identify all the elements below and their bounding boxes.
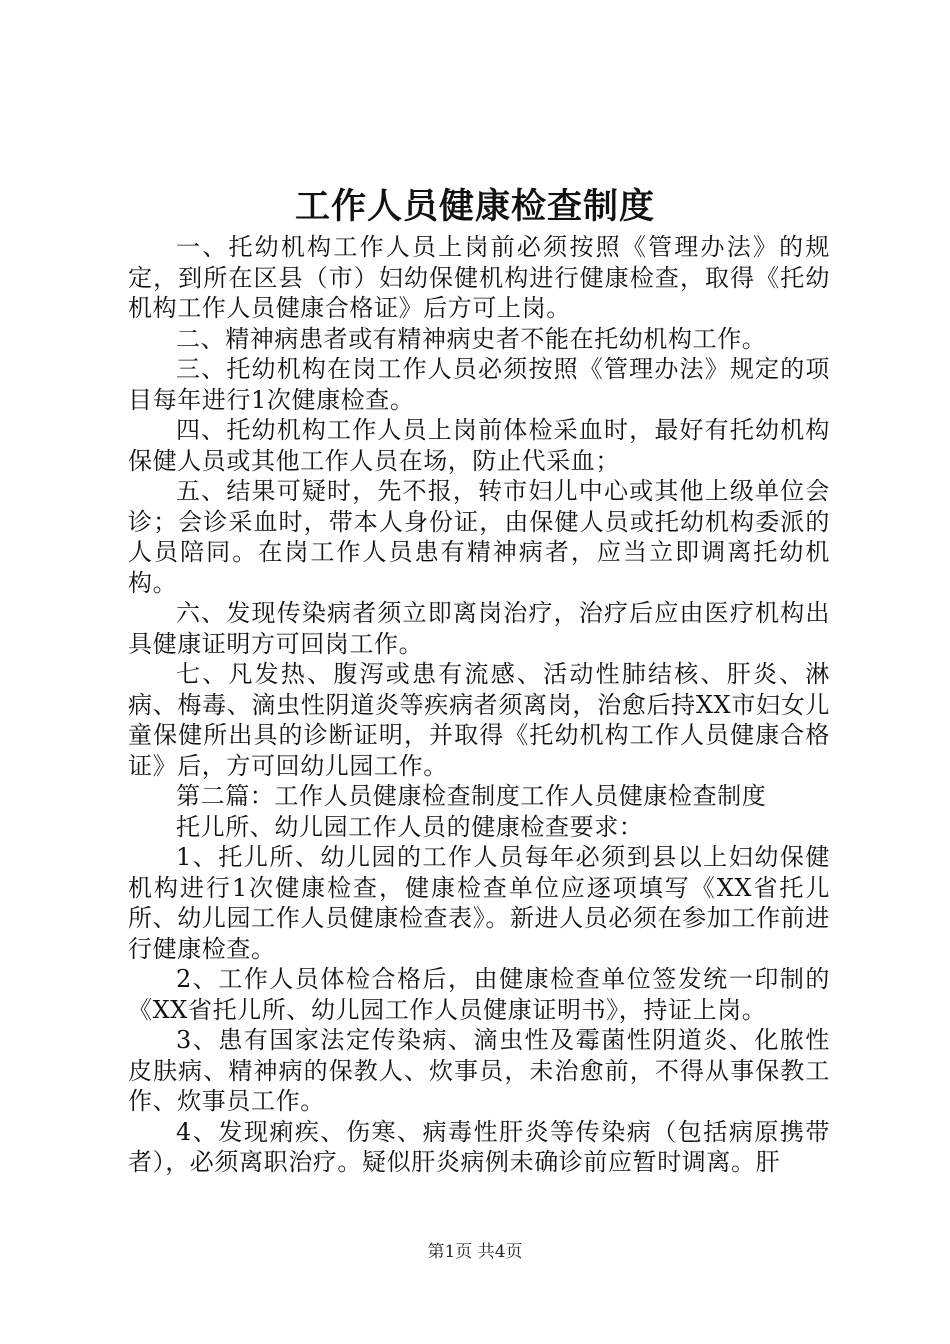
paragraph-4: 四、托幼机构工作人员上岗前体检采血时，最好有托幼机构保健人员或其他工作人员在场，防止代采血； [128, 416, 830, 475]
paragraph-7: 七、凡发热、腹泻或患有流感、活动性肺结核、肝炎、淋病、梅毒、滴虫性阴道炎等疾病者须离岗，治愈后持XX市妇女儿童保健所出具的诊断证明，并取得《托幼机构工作人员健康合格证》后，方可回幼儿园工作。 [128, 660, 830, 780]
requirement-3: 3、患有国家法定传染病、滴虫性及霉菌性阴道炎、化脓性皮肤病、精神病的保教人、炊事员，未治愈前，不得从事保教工作、炊事员工作。 [128, 1026, 830, 1115]
paragraph-2: 二、精神病患者或有精神病史者不能在托幼机构工作。 [176, 324, 767, 353]
document-body [128, 232, 830, 1178]
section-heading-2: 第二篇：工作人员健康检查制度工作人员健康检查制度 [176, 782, 767, 810]
paragraph-requirements-intro: 托儿所、幼儿园工作人员的健康检查要求： [176, 812, 644, 841]
requirement-1: 1、托儿所、幼儿园的工作人员每年必须到县以上妇幼保健机构进行1次健康检查，健康检查单位应逐项填写《XX省托儿所、幼儿园工作人员健康检查表》。新进人员必须在参加工作前进行健康检查。 [128, 843, 830, 963]
requirement-4: 4、发现痢疾、伤寒、病毒性肝炎等传染病（包括病原携带者），必须离职治疗。疑似肝炎病例未确诊前应暂时调离。肝 [128, 1117, 830, 1176]
paragraph-3: 三、托幼机构在岗工作人员必须按照《管理办法》规定的项目每年进行1次健康检查。 [128, 355, 830, 414]
page-number-footer: 第1页 共4页 [427, 1242, 523, 1262]
paragraph-6: 六、发现传染病者须立即离岗治疗，治疗后应由医疗机构出具健康证明方可回岗工作。 [128, 599, 830, 658]
requirement-2: 2、工作人员体检合格后，由健康检查单位签发统一印制的《XX省托儿所、幼儿园工作人员健康证明书》，持证上岗。 [128, 965, 830, 1024]
document-title: 工作人员健康检查制度 [294, 186, 655, 227]
paragraph-1: 一、托幼机构工作人员上岗前必须按照《管理办法》的规定，到所在区县（市）妇幼保健机构进行健康检查，取得《托幼机构工作人员健康合格证》后方可上岗。 [128, 233, 830, 322]
paragraph-5: 五、结果可疑时，先不报，转市妇儿中心或其他上级单位会诊；会诊采血时，带本人身份证，由保健人员或托幼机构委派的人员陪同。在岗工作人员患有精神病者，应当立即调离托幼机构。 [128, 477, 830, 597]
